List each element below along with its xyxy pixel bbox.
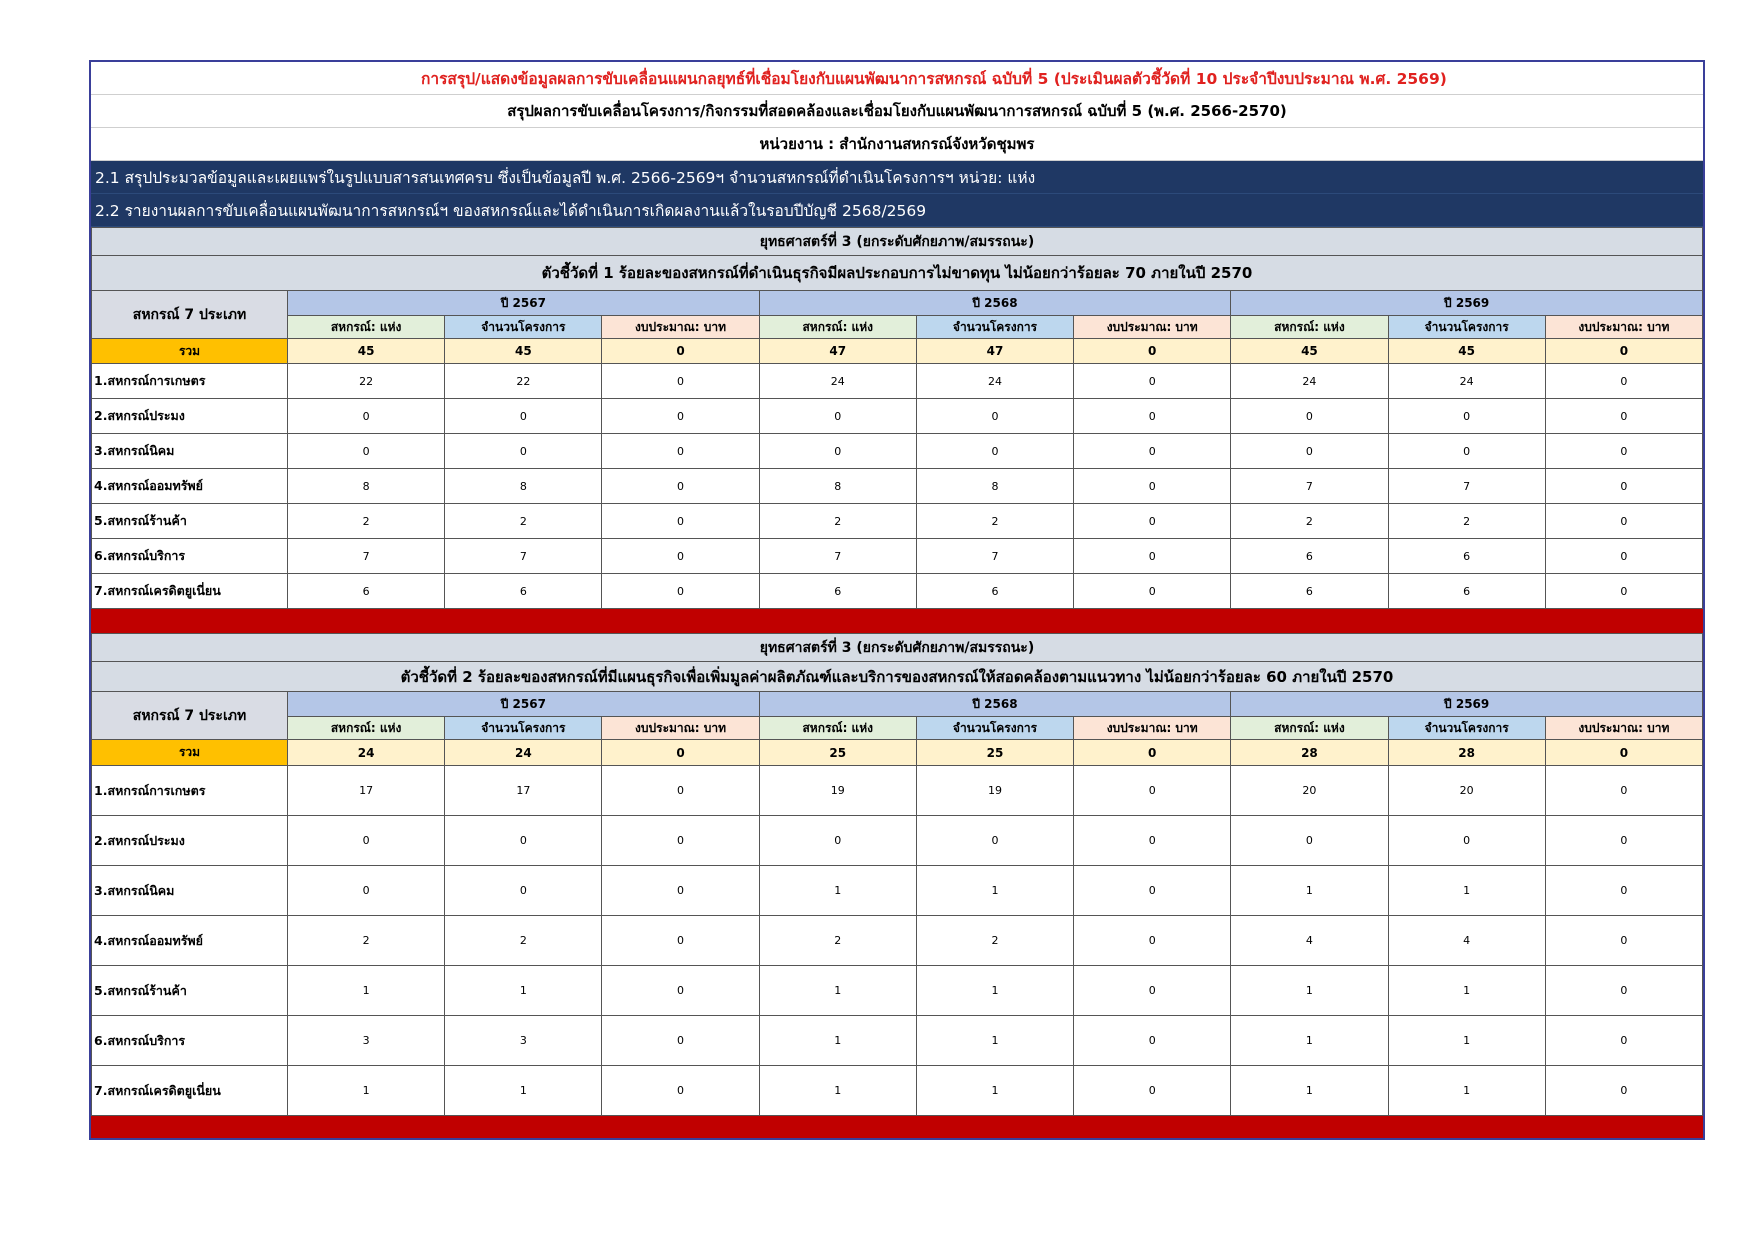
value-cell: 0: [602, 364, 759, 399]
value-cell: 8: [916, 469, 1073, 504]
cooperative-type-label: 6.สหกรณ์บริการ: [92, 1016, 288, 1066]
total-cell: 47: [916, 339, 1073, 364]
value-cell: 24: [1388, 364, 1545, 399]
value-cell: 1: [288, 1066, 445, 1116]
note-2-1: 2.1 สรุปประมวลข้อมูลและเผยแพร่ในรูปแบบสารสนเทศครบ ซึ่งเป็นข้อมูลปี พ.ศ. 2566-2569ฯ จำนวนสหกรณ์ที่ดำเนินโครงการฯ หน่วย: แห่ง: [91, 161, 1703, 194]
value-cell: 6: [445, 574, 602, 609]
value-cell: 3: [445, 1016, 602, 1066]
value-cell: 0: [602, 1016, 759, 1066]
table-row: [92, 504, 1703, 539]
table-row: [92, 1066, 1703, 1116]
value-cell: 19: [916, 766, 1073, 816]
value-cell: 2: [916, 504, 1073, 539]
year-header: ปี 2567: [288, 692, 760, 717]
cooperative-type-label: 3.สหกรณ์นิคม: [92, 866, 288, 916]
value-cell: 0: [602, 574, 759, 609]
value-cell: 19: [759, 766, 916, 816]
value-cell: 0: [1074, 504, 1231, 539]
value-cell: 0: [1074, 966, 1231, 1016]
value-cell: 1: [1388, 966, 1545, 1016]
value-cell: 6: [1231, 539, 1388, 574]
value-cell: 1: [916, 1016, 1073, 1066]
value-cell: 0: [1545, 766, 1702, 816]
value-cell: 6: [1388, 574, 1545, 609]
value-cell: 1: [759, 1066, 916, 1116]
note-2-2: 2.2 รายงานผลการขับเคลื่อนแผนพัฒนาการสหกรณ์ฯ ของสหกรณ์และได้ดำเนินการเกิดผลงานแล้วในรอบปีบัญชี 2568/2569: [91, 194, 1703, 227]
value-cell: 1: [288, 966, 445, 1016]
value-cell: 6: [288, 574, 445, 609]
value-cell: 0: [1231, 816, 1388, 866]
value-cell: 2: [445, 504, 602, 539]
value-cell: 24: [1231, 364, 1388, 399]
value-cell: 0: [288, 816, 445, 866]
value-cell: 2: [288, 916, 445, 966]
sub-column-header: งบประมาณ: บาท: [602, 717, 759, 740]
table-row: [92, 916, 1703, 966]
cooperative-type-label: 2.สหกรณ์ประมง: [92, 816, 288, 866]
value-cell: 17: [288, 766, 445, 816]
red-separator-bar: [92, 609, 1703, 633]
value-cell: 1: [1388, 1066, 1545, 1116]
value-cell: 0: [1074, 364, 1231, 399]
value-cell: 1: [916, 1066, 1073, 1116]
cooperative-type-label: 4.สหกรณ์ออมทรัพย์: [92, 469, 288, 504]
agency-name: หน่วยงาน : สำนักงานสหกรณ์จังหวัดชุมพร: [91, 128, 1703, 161]
value-cell: 0: [1388, 816, 1545, 866]
value-cell: 3: [288, 1016, 445, 1066]
sub-column-header: จำนวนโครงการ: [1388, 717, 1545, 740]
sub-column-header: จำนวนโครงการ: [445, 717, 602, 740]
value-cell: 0: [1545, 469, 1702, 504]
value-cell: 4: [1231, 916, 1388, 966]
table-row: [92, 434, 1703, 469]
table-row: [92, 574, 1703, 609]
value-cell: 0: [288, 866, 445, 916]
year-header: ปี 2567: [288, 291, 760, 316]
table-row: [92, 816, 1703, 866]
type-column-header: สหกรณ์ 7 ประเภท: [92, 291, 288, 339]
value-cell: 22: [288, 364, 445, 399]
sub-column-header: จำนวนโครงการ: [916, 717, 1073, 740]
value-cell: 0: [602, 816, 759, 866]
sub-column-header: งบประมาณ: บาท: [1545, 717, 1702, 740]
sub-column-header: สหกรณ์: แห่ง: [759, 316, 916, 339]
value-cell: 0: [1545, 399, 1702, 434]
value-cell: 6: [1231, 574, 1388, 609]
indicator-2-table: [91, 633, 1703, 1138]
value-cell: 0: [1231, 399, 1388, 434]
value-cell: 6: [916, 574, 1073, 609]
value-cell: 0: [1388, 434, 1545, 469]
value-cell: 20: [1231, 766, 1388, 816]
value-cell: 0: [602, 966, 759, 1016]
sub-column-header: สหกรณ์: แห่ง: [288, 717, 445, 740]
cooperative-type-label: 1.สหกรณ์การเกษตร: [92, 766, 288, 816]
value-cell: 22: [445, 364, 602, 399]
value-cell: 7: [1388, 469, 1545, 504]
value-cell: 1: [1231, 1016, 1388, 1066]
value-cell: 0: [1074, 434, 1231, 469]
value-cell: 0: [602, 469, 759, 504]
value-cell: 0: [602, 539, 759, 574]
value-cell: 1: [1231, 1066, 1388, 1116]
total-cell: 47: [759, 339, 916, 364]
value-cell: 7: [916, 539, 1073, 574]
value-cell: 1: [759, 966, 916, 1016]
sub-column-header: งบประมาณ: บาท: [1074, 717, 1231, 740]
value-cell: 0: [1074, 866, 1231, 916]
value-cell: 7: [759, 539, 916, 574]
table-row: [92, 364, 1703, 399]
value-cell: 1: [1388, 1016, 1545, 1066]
value-cell: 24: [759, 364, 916, 399]
value-cell: 2: [759, 916, 916, 966]
sub-column-header: สหกรณ์: แห่ง: [1231, 316, 1388, 339]
value-cell: 0: [1388, 399, 1545, 434]
sub-column-header: จำนวนโครงการ: [1388, 316, 1545, 339]
value-cell: 1: [759, 866, 916, 916]
value-cell: 2: [445, 916, 602, 966]
value-cell: 0: [1074, 1066, 1231, 1116]
total-cell: 28: [1388, 740, 1545, 766]
total-cell: 45: [1231, 339, 1388, 364]
sub-column-header: จำนวนโครงการ: [445, 316, 602, 339]
value-cell: 0: [445, 399, 602, 434]
value-cell: 7: [445, 539, 602, 574]
cooperative-type-label: 6.สหกรณ์บริการ: [92, 539, 288, 574]
cooperative-type-label: 5.สหกรณ์ร้านค้า: [92, 504, 288, 539]
year-header: ปี 2569: [1231, 692, 1703, 717]
table-row: [92, 539, 1703, 574]
total-cell: 0: [1545, 740, 1702, 766]
total-label: รวม: [92, 339, 288, 364]
total-label: รวม: [92, 740, 288, 766]
value-cell: 0: [1074, 816, 1231, 866]
report-title: การสรุป/แสดงข้อมูลผลการขับเคลื่อนแผนกลยุทธ์ที่เชื่อมโยงกับแผนพัฒนาการสหกรณ์ ฉบับที่ 5 (ประเมินผลตัวชี้วัดที่ 10 ประจำปีงบประมาณ พ.ศ. 2569): [91, 62, 1703, 95]
cooperative-type-label: 7.สหกรณ์เครดิตยูเนี่ยน: [92, 1066, 288, 1116]
value-cell: 0: [1545, 1066, 1702, 1116]
year-header: ปี 2568: [759, 291, 1231, 316]
value-cell: 0: [759, 434, 916, 469]
value-cell: 0: [1074, 399, 1231, 434]
value-cell: 0: [1545, 364, 1702, 399]
value-cell: 17: [445, 766, 602, 816]
sub-column-header: งบประมาณ: บาท: [602, 316, 759, 339]
sub-column-header: งบประมาณ: บาท: [1545, 316, 1702, 339]
table-row: [92, 766, 1703, 816]
value-cell: 0: [916, 816, 1073, 866]
value-cell: 0: [1545, 966, 1702, 1016]
total-cell: 25: [759, 740, 916, 766]
value-cell: 1: [916, 966, 1073, 1016]
red-separator-bar: [92, 1116, 1703, 1138]
value-cell: 2: [1388, 504, 1545, 539]
value-cell: 1: [759, 1016, 916, 1066]
value-cell: 0: [1545, 434, 1702, 469]
sub-column-header: สหกรณ์: แห่ง: [759, 717, 916, 740]
value-cell: 0: [1074, 1016, 1231, 1066]
value-cell: 0: [602, 504, 759, 539]
year-header: ปี 2569: [1231, 291, 1703, 316]
value-cell: 2: [759, 504, 916, 539]
indicator-heading: ตัวชี้วัดที่ 1 ร้อยละของสหกรณ์ที่ดำเนินธุรกิจมีผลประกอบการไม่ขาดทุน ไม่น้อยกว่าร้อยละ 70 ภายในปี 2570: [92, 256, 1703, 291]
indicator-heading: ตัวชี้วัดที่ 2 ร้อยละของสหกรณ์ที่มีแผนธุรกิจเพื่อเพิ่มมูลค่าผลิตภัณฑ์และบริการของสหกรณ์ให้สอดคล้องตามแนวทาง ไม่น้อยกว่าร้อยละ 60 ภายในปี 2570: [92, 662, 1703, 692]
value-cell: 0: [445, 816, 602, 866]
value-cell: 0: [1545, 916, 1702, 966]
value-cell: 0: [1545, 866, 1702, 916]
value-cell: 24: [916, 364, 1073, 399]
value-cell: 1: [445, 966, 602, 1016]
value-cell: 1: [1388, 866, 1545, 916]
total-cell: 0: [602, 339, 759, 364]
value-cell: 0: [602, 1066, 759, 1116]
value-cell: 2: [288, 504, 445, 539]
value-cell: 0: [759, 399, 916, 434]
sub-column-header: สหกรณ์: แห่ง: [288, 316, 445, 339]
value-cell: 1: [1231, 866, 1388, 916]
sub-column-header: งบประมาณ: บาท: [1074, 316, 1231, 339]
total-cell: 25: [916, 740, 1073, 766]
value-cell: 0: [445, 866, 602, 916]
value-cell: 0: [602, 866, 759, 916]
total-cell: 28: [1231, 740, 1388, 766]
cooperative-type-label: 2.สหกรณ์ประมง: [92, 399, 288, 434]
strategy-heading: ยุทธศาสตร์ที่ 3 (ยกระดับศักยภาพ/สมรรถนะ): [92, 634, 1703, 662]
table-row: [92, 469, 1703, 504]
value-cell: 8: [445, 469, 602, 504]
total-cell: 45: [1388, 339, 1545, 364]
value-cell: 0: [602, 916, 759, 966]
value-cell: 0: [1074, 916, 1231, 966]
total-cell: 0: [602, 740, 759, 766]
value-cell: 2: [916, 916, 1073, 966]
value-cell: 0: [445, 434, 602, 469]
value-cell: 0: [1074, 539, 1231, 574]
table-row: [92, 966, 1703, 1016]
value-cell: 6: [759, 574, 916, 609]
value-cell: 0: [1074, 766, 1231, 816]
value-cell: 0: [1545, 539, 1702, 574]
value-cell: 8: [288, 469, 445, 504]
total-cell: 45: [288, 339, 445, 364]
sub-column-header: สหกรณ์: แห่ง: [1231, 717, 1388, 740]
value-cell: 7: [288, 539, 445, 574]
value-cell: 0: [602, 399, 759, 434]
value-cell: 0: [1074, 574, 1231, 609]
value-cell: 1: [445, 1066, 602, 1116]
value-cell: 20: [1388, 766, 1545, 816]
type-column-header: สหกรณ์ 7 ประเภท: [92, 692, 288, 740]
value-cell: 1: [1231, 966, 1388, 1016]
value-cell: 0: [1545, 574, 1702, 609]
report-subtitle: สรุปผลการขับเคลื่อนโครงการ/กิจกรรมที่สอดคล้องและเชื่อมโยงกับแผนพัฒนาการสหกรณ์ ฉบับที่ 5 (พ.ศ. 2566-2570): [91, 95, 1703, 128]
total-cell: 0: [1074, 740, 1231, 766]
value-cell: 0: [288, 399, 445, 434]
table-row: [92, 399, 1703, 434]
total-cell: 0: [1545, 339, 1702, 364]
value-cell: 0: [1074, 469, 1231, 504]
sub-column-header: จำนวนโครงการ: [916, 316, 1073, 339]
value-cell: 0: [916, 434, 1073, 469]
value-cell: 0: [759, 816, 916, 866]
cooperative-type-label: 3.สหกรณ์นิคม: [92, 434, 288, 469]
total-cell: 0: [1074, 339, 1231, 364]
value-cell: 0: [602, 434, 759, 469]
strategy-heading: ยุทธศาสตร์ที่ 3 (ยกระดับศักยภาพ/สมรรถนะ): [92, 228, 1703, 256]
year-header: ปี 2568: [759, 692, 1231, 717]
total-cell: 24: [288, 740, 445, 766]
value-cell: 0: [1545, 816, 1702, 866]
value-cell: 0: [1231, 434, 1388, 469]
report-sheet: [89, 60, 1705, 1140]
value-cell: 2: [1231, 504, 1388, 539]
value-cell: 0: [916, 399, 1073, 434]
indicator-1-table: [91, 227, 1703, 633]
value-cell: 0: [1545, 1016, 1702, 1066]
value-cell: 1: [916, 866, 1073, 916]
value-cell: 0: [288, 434, 445, 469]
cooperative-type-label: 7.สหกรณ์เครดิตยูเนี่ยน: [92, 574, 288, 609]
value-cell: 0: [1545, 504, 1702, 539]
value-cell: 0: [602, 766, 759, 816]
total-cell: 24: [445, 740, 602, 766]
value-cell: 7: [1231, 469, 1388, 504]
cooperative-type-label: 4.สหกรณ์ออมทรัพย์: [92, 916, 288, 966]
table-row: [92, 1016, 1703, 1066]
total-cell: 45: [445, 339, 602, 364]
cooperative-type-label: 1.สหกรณ์การเกษตร: [92, 364, 288, 399]
value-cell: 6: [1388, 539, 1545, 574]
value-cell: 8: [759, 469, 916, 504]
table-row: [92, 866, 1703, 916]
cooperative-type-label: 5.สหกรณ์ร้านค้า: [92, 966, 288, 1016]
value-cell: 4: [1388, 916, 1545, 966]
